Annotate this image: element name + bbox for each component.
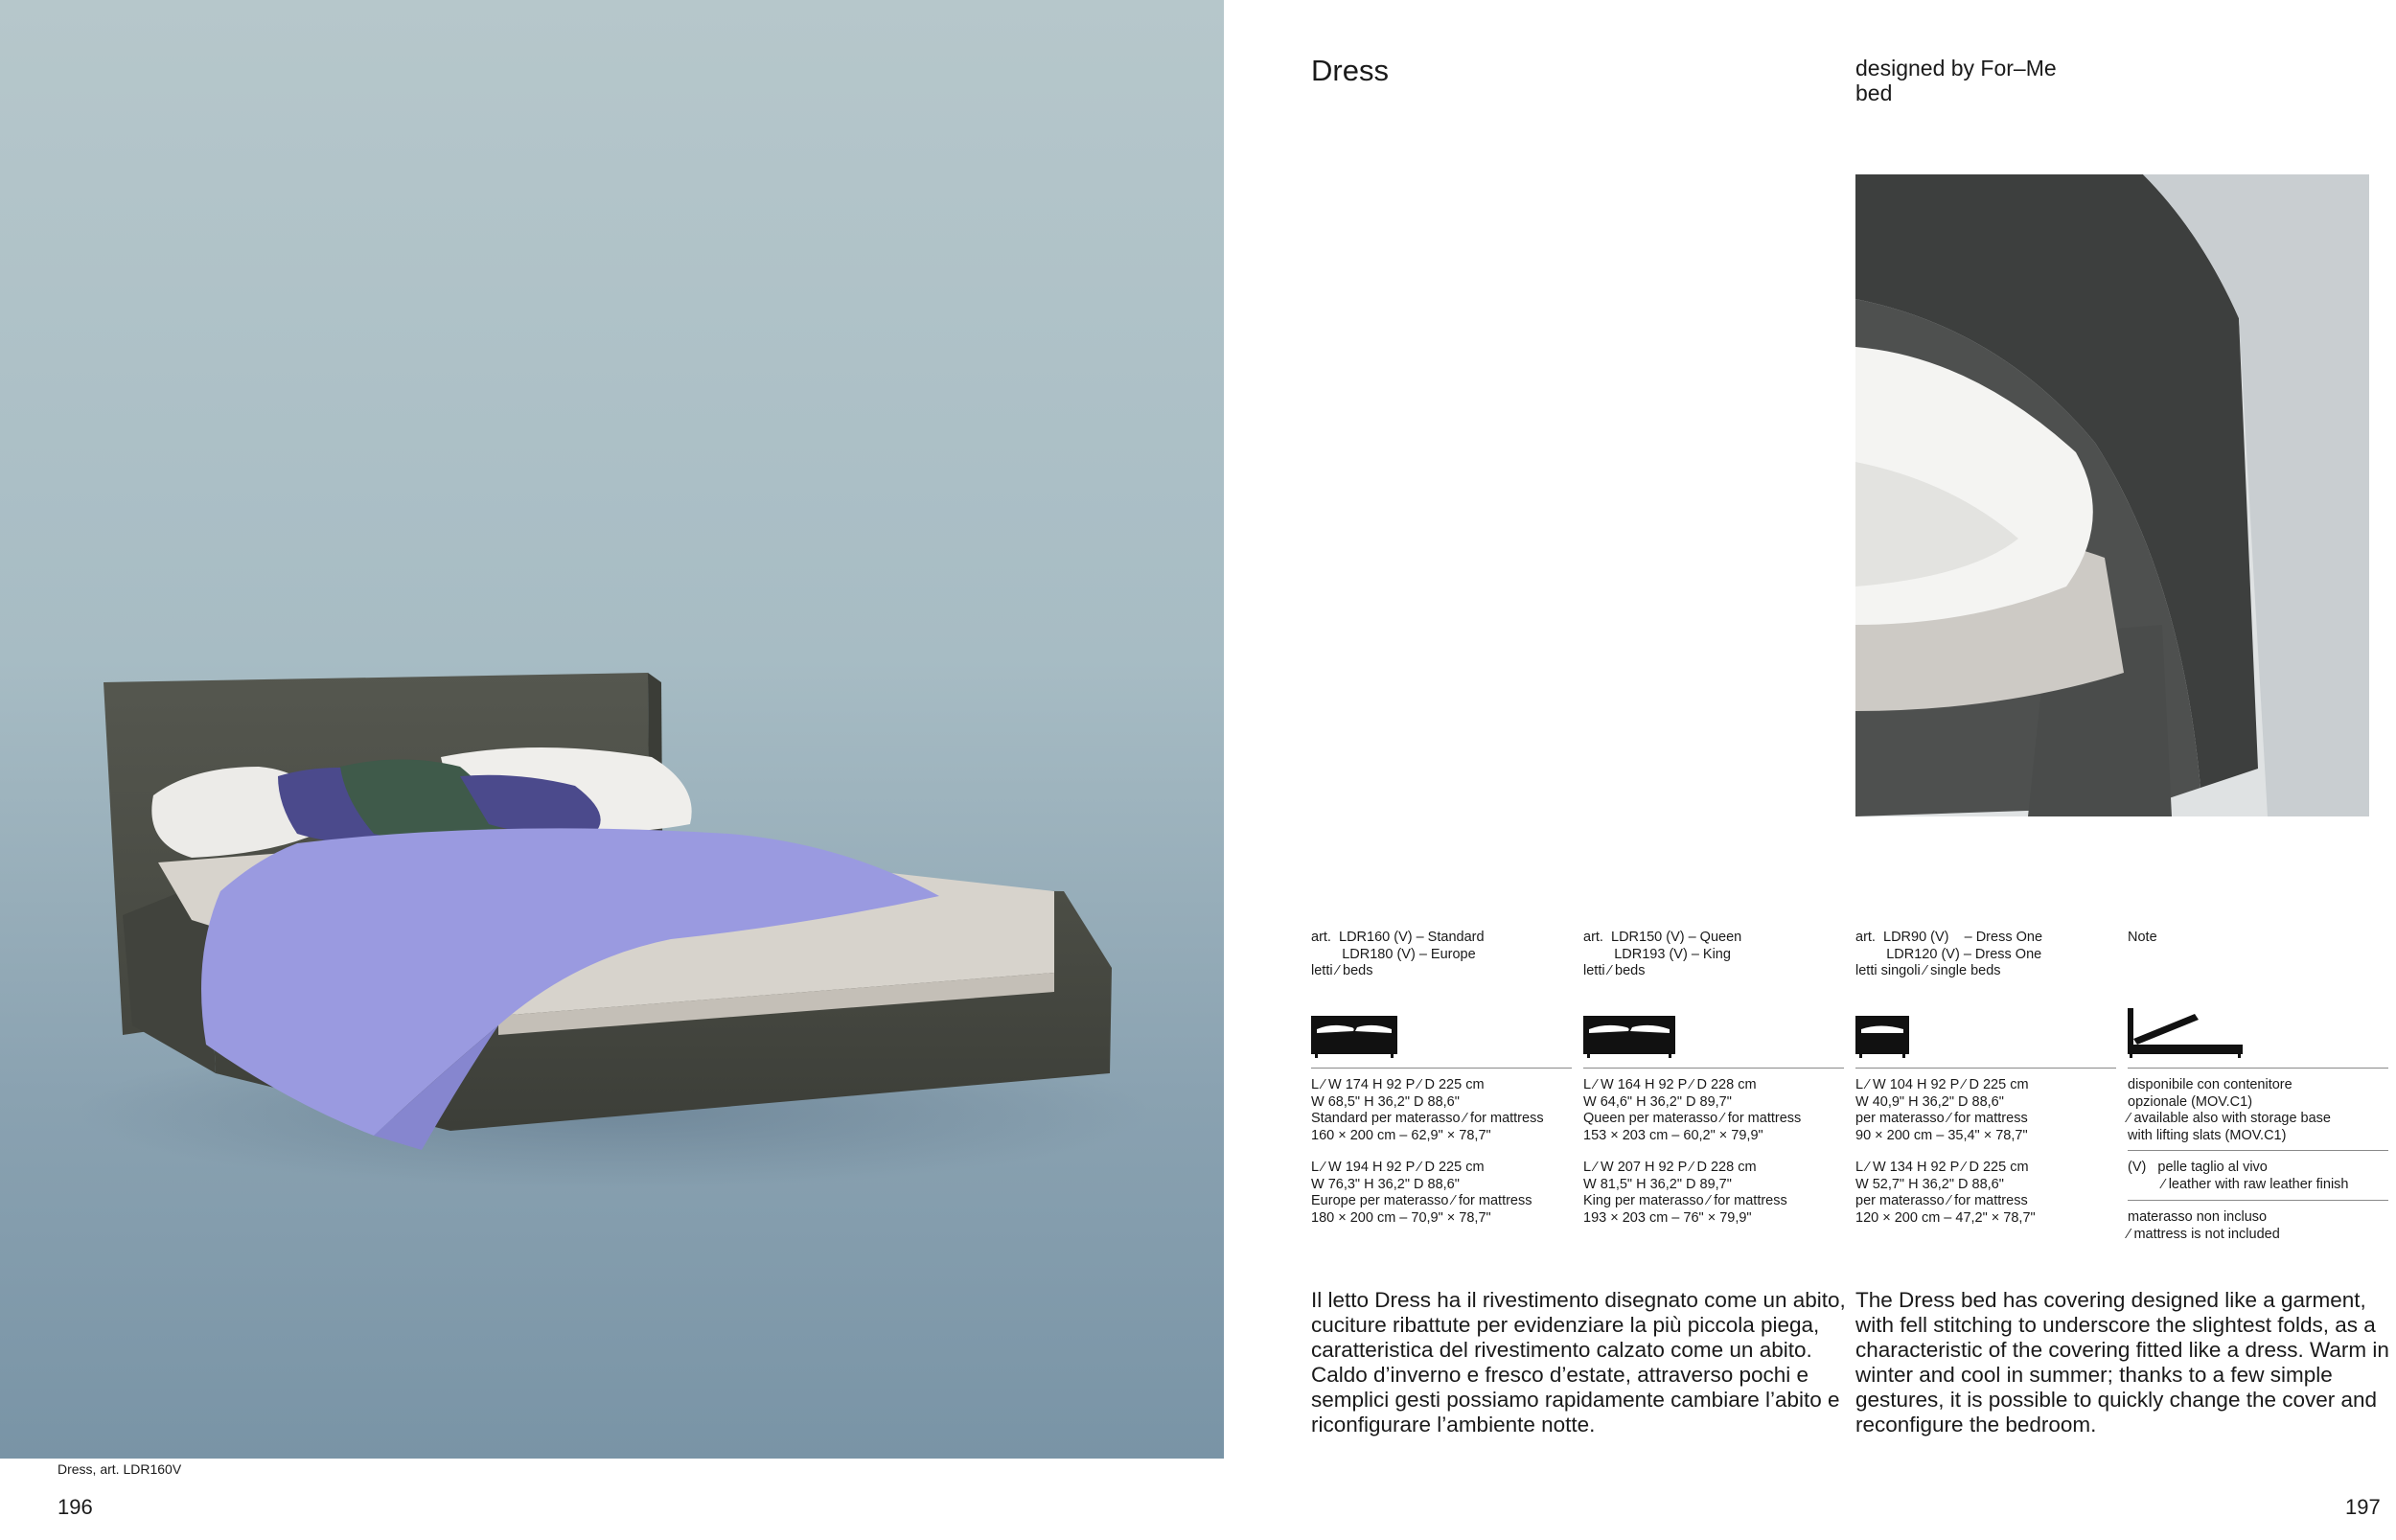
spec-block xyxy=(1855,1077,2029,1144)
queen-bed-icon xyxy=(1583,1014,1675,1058)
spec-line: W 64,6" H 36,2" D 89,7" xyxy=(1583,1093,1732,1110)
spec-block xyxy=(1311,1077,1544,1144)
spec-line: W 52,7" H 36,2" D 88,6" xyxy=(1855,1176,2004,1192)
page-number-right: 197 xyxy=(2345,1495,2381,1519)
spec-head-line: LDR193 (V) – King xyxy=(1583,946,1731,962)
note-block xyxy=(2128,1160,2349,1193)
note-line: ⁄ leather with raw leather finish xyxy=(2128,1176,2349,1192)
product-category: bed xyxy=(1855,80,1893,105)
divider xyxy=(2128,1068,2388,1069)
spec-line: W 81,5" H 36,2" D 89,7" xyxy=(1583,1176,1732,1192)
spec-line: L ⁄ W 164 H 92 P ⁄ D 228 cm xyxy=(1583,1077,1757,1092)
divider xyxy=(2128,1200,2388,1201)
divider xyxy=(1311,1068,1572,1069)
spec-line: L ⁄ W 174 H 92 P ⁄ D 225 cm xyxy=(1311,1077,1485,1092)
spec-column-1 xyxy=(1311,930,1572,980)
spec-line: 180 × 200 cm – 70,9" × 78,7" xyxy=(1311,1209,1491,1226)
note-block xyxy=(2128,1209,2280,1243)
spec-column-2 xyxy=(1583,930,1844,980)
divider xyxy=(1855,1068,2116,1069)
spec-head-line: letti ⁄ beds xyxy=(1311,963,1373,978)
spec-block xyxy=(1583,1160,1787,1227)
divider xyxy=(2128,1150,2388,1151)
spec-head-line: LDR120 (V) – Dress One xyxy=(1855,946,2042,962)
note-heading: Note xyxy=(2128,930,2157,945)
product-title: Dress xyxy=(1311,54,1389,87)
spec-column-3 xyxy=(1855,930,2116,980)
spec-head-line: art. LDR90 (V) – Dress One xyxy=(1855,930,2043,945)
photo-caption: Dress, art. LDR160V xyxy=(58,1461,182,1477)
spec-line: L ⁄ W 104 H 92 P ⁄ D 225 cm xyxy=(1855,1077,2029,1092)
double-bed-icon xyxy=(1311,1014,1397,1058)
note-line: disponibile con contenitore xyxy=(2128,1077,2292,1092)
note-line: ⁄ available also with storage base xyxy=(2128,1111,2331,1126)
detail-illustration xyxy=(1855,174,2369,816)
storage-base-icon xyxy=(2128,1008,2243,1058)
spec-line: King per materasso ⁄ for mattress xyxy=(1583,1193,1787,1208)
spec-line: W 68,5" H 36,2" D 88,6" xyxy=(1311,1093,1460,1110)
spec-head-line: letti ⁄ beds xyxy=(1583,963,1646,978)
spec-line: L ⁄ W 207 H 92 P ⁄ D 228 cm xyxy=(1583,1160,1757,1175)
spec-block xyxy=(1583,1077,1801,1144)
spec-line: 160 × 200 cm – 62,9" × 78,7" xyxy=(1311,1127,1491,1143)
note-line: ⁄ mattress is not included xyxy=(2128,1226,2280,1242)
description-english: The Dress bed has covering designed like a garment, with fell stitching to underscore the slightest folds, as a characteristic of the covering fitted like a dress. Warm in winter and cool in summer; thanks to a few simple gestures, it is possible to quickly change the cover and reconfigure the bedroom. xyxy=(1855,1288,2389,1437)
spec-line: 90 × 200 cm – 35,4" × 78,7" xyxy=(1855,1127,2028,1143)
divider xyxy=(1583,1068,1844,1069)
spec-line: 120 × 200 cm – 47,2" × 78,7" xyxy=(1855,1209,2036,1226)
spec-block xyxy=(1855,1160,2036,1227)
note-line: materasso non incluso xyxy=(2128,1209,2268,1225)
page-number-left: 196 xyxy=(58,1495,93,1519)
spec-line: per materasso ⁄ for mattress xyxy=(1855,1111,2028,1126)
note-line: with lifting slats (MOV.C1) xyxy=(2128,1127,2287,1143)
note-line: (V) pelle taglio al vivo xyxy=(2128,1160,2268,1175)
spec-line: 193 × 203 cm – 76" × 79,9" xyxy=(1583,1209,1752,1226)
spec-head-line: LDR180 (V) – Europe xyxy=(1311,946,1476,962)
spec-line: 153 × 203 cm – 60,2" × 79,9" xyxy=(1583,1127,1763,1143)
spec-line: L ⁄ W 194 H 92 P ⁄ D 225 cm xyxy=(1311,1160,1485,1175)
spec-line: Europe per materasso ⁄ for mattress xyxy=(1311,1193,1532,1208)
spec-line: Standard per materasso ⁄ for mattress xyxy=(1311,1111,1544,1126)
note-line: opzionale (MOV.C1) xyxy=(2128,1093,2253,1110)
spec-line: per materasso ⁄ for mattress xyxy=(1855,1193,2028,1208)
spec-line: Queen per materasso ⁄ for mattress xyxy=(1583,1111,1802,1126)
spec-line: L ⁄ W 134 H 92 P ⁄ D 225 cm xyxy=(1855,1160,2029,1175)
spec-line: W 40,9" H 36,2" D 88,6" xyxy=(1855,1093,2004,1110)
description-italian: Il letto Dress ha il rivestimento disegnato come un abito, cuciture ribattute per evidenziare la più piccola piega, caratteristica del rivestimento calzato come un abito. Caldo d’inverno e fresco d’estate, attraverso pochi e semplici gesti possiamo rapidamente cambiare l’abito e riconfigurare l’ambiente notte. xyxy=(1311,1288,1846,1437)
designer-line: designed by For–Me xyxy=(1855,56,2057,80)
spec-line: W 76,3" H 36,2" D 88,6" xyxy=(1311,1176,1460,1192)
single-bed-icon xyxy=(1855,1014,1909,1058)
hero-photo xyxy=(0,0,1224,1459)
spec-head-line: art. LDR160 (V) – Standard xyxy=(1311,930,1485,945)
detail-photo xyxy=(1855,174,2369,816)
spec-head-line: letti singoli ⁄ single beds xyxy=(1855,963,2001,978)
note-block xyxy=(2128,1077,2331,1144)
spec-head-line: art. LDR150 (V) – Queen xyxy=(1583,930,1742,945)
spec-block xyxy=(1311,1160,1532,1227)
bed-illustration xyxy=(0,0,1224,1459)
